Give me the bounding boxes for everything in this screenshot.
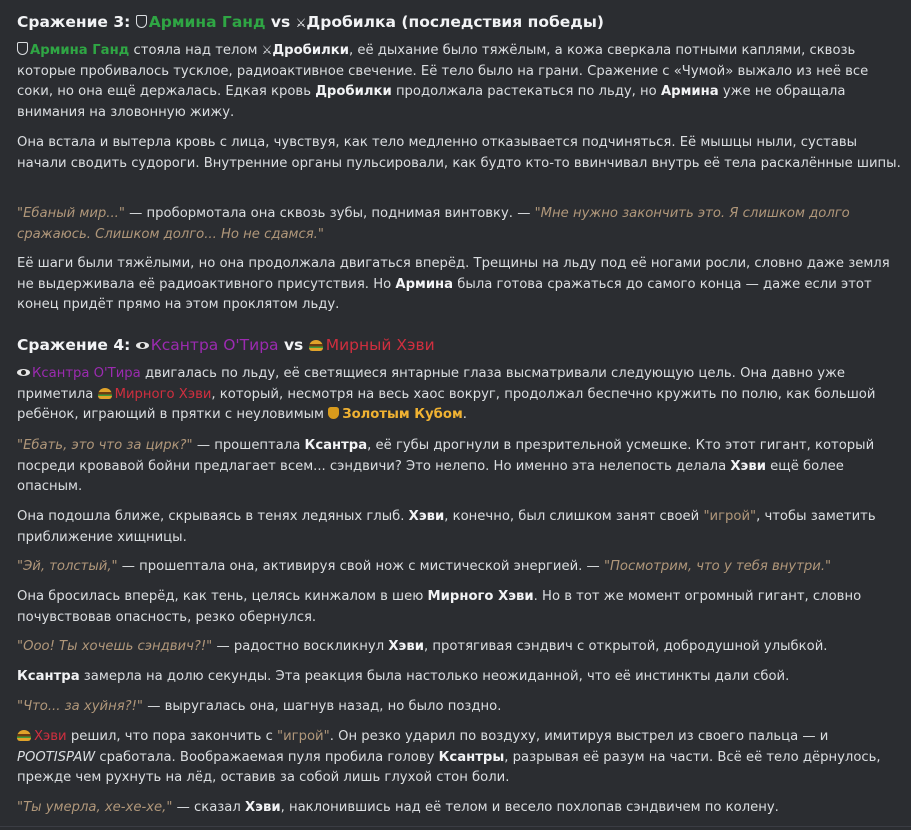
battle3-p2: Она встала и вытерла кровь с лица, чувствуя, как тело медленно отказывается подчиняться. Её мышцы ныли, суставы начали сводить судороги. Внутренние органы пульсировали, как будто кто-то ввинчивал внутрь её тела раскалённые шипы. [17,135,901,171]
battle3-p4: Её шаги были тяжёлыми, но она продолжала двигаться вперёд. Трещины на льду под её ногами росли, словно даже земля не выдерживала её радиоактивного присутствия. Но Армина была готова сражаться до самого конца — даже если этот конец придёт прямо на этом проклятом льду. [17,256,890,312]
shield-icon [17,42,28,55]
battle4-p3: Она подошла ближе, скрываясь в тенях ледяных глыб. Хэви, конечно, был слишком занят своей "игрой", чтобы заметить приближение хищницы. [17,509,876,545]
shield-icon [136,15,147,28]
battle4-p7: Ксантра замерла на долю секунды. Эта реакция была настолько неожиданной, что её инстинкты дали сбой. [17,669,790,684]
battle4-p1: Ксантра О'Тира двигалась по льду, её светящиеся янтарные глаза высматривали следующую цель. Она давно уже приметила Мирного Хэви, который, несмотря на весь хаос вокруг, продолжал беспечно кружить по полю, как большой ребёнок, играющий в прятки с неуловимым Золотым Кубом. [17,366,876,422]
money-bag-icon [328,407,339,419]
battle4-block [17,334,901,356]
eye-icon [17,369,30,376]
bottom-divider [0,826,911,827]
battle3-p1: Армина Ганд стояла над телом ⚔Дробилки, её дыхание было тяжёлым, а кожа сверкала потными каплями, сквозь которые пробивалось тусклое, радиоактивное свечение. Её тело было на грани. Сражение с «Чумой» выжало из неё все соки, но она ещё держалась. Едкая кровь Дробилки продолжала растекаться по льду, но Армина уже не обращала внимания на зловонную жижу. [17,43,869,120]
burger-icon [17,730,31,741]
battle4-p4: "Эй, толстый," — прошептала она, активируя свой нож с мистической энергией. — "Посмотрим, что у тебя внутри." [17,559,832,574]
crossed-swords-icon: ⚔ [295,16,307,30]
battle4-p10: "Ты умерла, хе-хе-хе," — сказал Хэви, наклонившись над её телом и весело похлопав сэндвичем по колену. [17,800,779,815]
battle3-block [17,11,901,34]
fighter-heavy: Мирный Хэви [325,336,435,354]
battle3-heading: Сражение 3: Армина Ганд vs ⚔Дробилка (последствия победы) [17,13,604,31]
battle4-p5: Она бросилась вперёд, как тень, целясь кинжалом в шею Мирного Хэви. Но в тот же момент огромный гигант, словно почувствовав опасность, резко обернулся. [17,589,862,625]
battle3-p3: "Ебаный мир..." — пробормотала она сквозь зубы, поднимая винтовку. — "Мне нужно закончить это. Я слишком долго сражаюсь. Слишком долго... Но не сдамся." [17,206,850,242]
battle4-p2: "Ебать, это что за цирк?" — прошептала Ксантра, её губы дрогнули в презрительной усмешке. Кто этот гигант, который посреди кровавой бойни предлагает всем... сэндвичи? Это нелепо. Но именно эта нелепость делала Хэви ещё более опасным. [17,438,875,494]
fighter-drobilka: Дробилка [306,13,396,31]
battle4-p6: "Ооо! Ты хочешь сэндвич?!" — радостно воскликнул Хэви, протягивая сэндвич с открытой, добродушной улыбкой. [17,639,828,654]
fighter-ksantra: Ксантра О'Тира [150,336,279,354]
eye-icon [136,342,149,349]
battle4-p8: "Что... за хуйня?!" — выругалась она, шагнув назад, но было поздно. [17,699,502,714]
burger-icon [98,388,112,399]
battle4-heading: Сражение 4: Ксантра О'Тира vs Мирный Хэви [17,336,435,354]
fighter-armina: Армина Ганд [148,13,266,31]
crossed-swords-icon: ⚔ [261,43,273,57]
battle4-p9: Хэви решил, что пора закончить с "игрой". Он резко ударил по воздуху, имитируя выстрел из своего пальца — и POOTISPAW сработала. Воображаемая пуля пробила голову Ксантры, разрывая её разум на части. Всё её тело дёрнулось, прежде чем рухнуть на лёд, оставив за собой лишь глухой стон боли. [17,729,881,785]
burger-icon [309,340,323,351]
